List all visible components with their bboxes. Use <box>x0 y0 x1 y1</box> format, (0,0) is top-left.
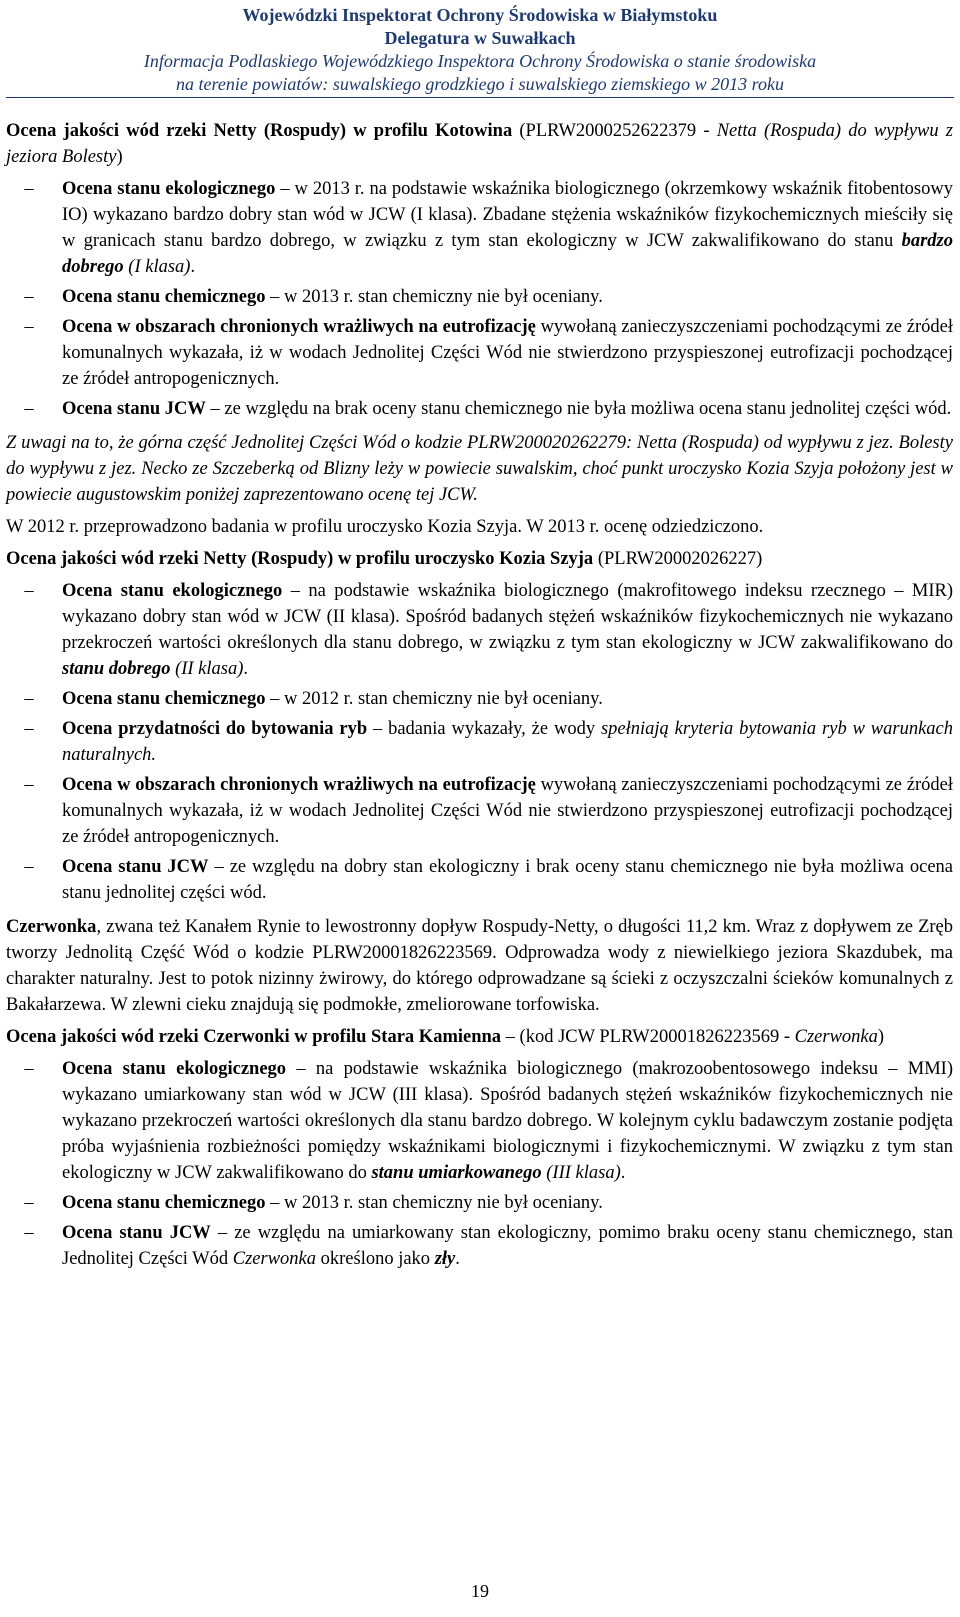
main-content <box>6 114 953 1280</box>
list-item <box>6 772 953 850</box>
dash-bullet: – <box>24 287 34 307</box>
item-emphasis: stanu dobrego <box>62 659 171 679</box>
section-title-italic: Netta (Rospuda) do wypływu z jeziora Bolesty <box>6 121 954 167</box>
item-italic: (I klasa) <box>123 257 191 277</box>
item-end: . <box>190 257 196 277</box>
list-item <box>6 1056 953 1186</box>
item-italic: Czerwonka <box>232 1249 316 1269</box>
list-item <box>6 284 953 310</box>
header-delegation: Delegatura w Suwałkach <box>384 28 576 48</box>
item-heading: Ocena stanu ekologicznego <box>62 179 276 199</box>
item-heading: Ocena w obszarach chronionych wrażliwych na eutrofizację <box>62 317 536 337</box>
item-heading: Ocena stanu chemicznego <box>62 1193 266 1213</box>
dash-bullet: – <box>24 689 34 709</box>
list-item <box>6 314 953 392</box>
header-report-title: Informacja Podlaskiego Wojewódzkiego Inspektora Ochrony Środowiska o stanie środowiska <box>143 51 817 71</box>
item-text: – w 2013 r. stan chemiczny nie był oceniany. <box>265 287 603 307</box>
dash-bullet: – <box>24 1059 34 1079</box>
section-title-italic: Czerwonka <box>794 1027 878 1047</box>
item-emphasis: zły <box>434 1249 456 1269</box>
section-title-bold: Ocena jakości wód rzeki Netty (Rospudy) w profilu Kotowina <box>6 121 513 141</box>
river-description-text: , zwana też Kanałem Rynie to lewostronny dopływ Rospudy-Netty, o długości 11,2 km. Wraz z dopływem ze Zręb tworzy Jednolitą Część Wód o kodzie PLRW20001826223569. Odprowadza wody z niewielkiego jeziora Skazdubek, ma charakter naturalny. Jest to potok nizinny żwirowy, do którego odprowadzane są ścieki z oczyszczalni ścieków komunalnych z Bakałarzewa. W zlewni cieku znajdują się podmokłe, zmeliorowane torfowiska. <box>6 917 953 1015</box>
list-item <box>6 1190 953 1216</box>
section-title-bold: Ocena jakości wód rzeki Czerwonki w profilu Stara Kamienna <box>6 1027 502 1047</box>
item-text: – w 2013 r. na podstawie wskaźnika biologicznego (okrzemkowy wskaźnik fitobentosowy IO) wykazano bardzo dobry stan wód w JCW (I klasa). Zbadane stężenia wskaźników fizykochemicznych mieściły się w granicach stanu bardzo dobrego, w związku z tym stan ekologiczny w JCW zakwalifikowano do stanu <box>62 179 953 251</box>
item-heading: Ocena stanu chemicznego <box>62 689 266 709</box>
list-item <box>6 854 953 906</box>
item-text: – w 2012 r. stan chemiczny nie był oceniany. <box>265 689 603 709</box>
section-title-code: – (kod JCW PLRW20001826223569 - <box>501 1027 795 1047</box>
dash-bullet: – <box>24 775 34 795</box>
section-title-bold: Ocena jakości wód rzeki Netty (Rospudy) w profilu uroczysko Kozia Szyja <box>6 549 594 569</box>
assessment-list-czerwonka <box>6 1056 953 1272</box>
page-number: 19 <box>471 1581 489 1601</box>
list-item <box>6 686 953 712</box>
dash-bullet: – <box>24 719 34 739</box>
assessment-list-kozia-szyja <box>6 578 953 906</box>
item-text: – badania wykazały, że wody <box>367 719 601 739</box>
item-italic: (III klasa) <box>541 1163 621 1183</box>
item-heading: Ocena stanu ekologicznego <box>62 1059 287 1079</box>
list-item <box>6 716 953 768</box>
item-text: – ze względu na dobry stan ekologiczny i brak oceny stanu chemicznego nie była możliwa ocena stanu jednolitej części wód. <box>62 857 953 903</box>
section-title-end: ) <box>116 147 123 167</box>
item-heading: Ocena stanu JCW <box>62 1223 211 1243</box>
section-title-end: ) <box>877 1027 885 1047</box>
header-report-subtitle: na terenie powiatów: suwalskiego grodzkiego i suwalskiego ziemskiego w 2013 roku <box>176 74 784 94</box>
list-item <box>6 1220 953 1272</box>
item-end: . <box>455 1249 460 1269</box>
dash-bullet: – <box>24 317 34 337</box>
item-text: – ze względu na umiarkowany stan ekologiczny, pomimo braku oceny stanu chemicznego, stan Jednolitej Części Wód <box>62 1223 953 1269</box>
note-kozia-szyja: Z uwagi na to, że górna część Jednolitej Części Wód o kodzie PLRW200020262279: Netta (Rospuda) od wypływu z jez. Bolesty do wypływu z jez. Necko ze Szczeberką od Blizny leży w powiecie suwalskim, choć punkt uroczysko Kozia Szyja położony jest w powiecie augustowskim poniżej zaprezentowano ocenę tej JCW. <box>6 433 953 505</box>
item-heading: Ocena stanu JCW <box>62 857 209 877</box>
item-text: wywołaną zanieczyszczeniami pochodzącymi ze źródeł komunalnych wykazała, iż w wodach Jednolitej Części Wód nie stwierdzono przyspieszonej eutrofizacji pochodzącej ze źródeł antropogenicznych. <box>62 317 953 389</box>
dash-bullet: – <box>24 179 34 199</box>
item-heading: Ocena stanu chemicznego <box>62 287 266 307</box>
page-header <box>0 4 960 96</box>
item-text: – na podstawie wskaźnika biologicznego (makrofitowego indeksu rzecznego – MIR) wykazano dobry stan wód w JCW (II klasa). Spośród badanych stężeń wskaźników fizykochemicznych nie wykazano przekroczeń wartości określonych dla stanu dobrego, w związku z tym stan ekologiczny w JCW zakwalifikowano do <box>62 581 953 653</box>
section-title-code: (PLRW2000252622379 - <box>512 121 717 141</box>
list-item <box>6 578 953 682</box>
assessment-list-kotowina <box>6 176 953 422</box>
item-text: – w 2013 r. stan chemiczny nie był oceniany. <box>265 1193 603 1213</box>
list-item <box>6 176 953 280</box>
item-end: . <box>243 659 249 679</box>
item-emphasis: bardzo dobrego <box>62 231 953 277</box>
header-divider <box>6 97 954 98</box>
dash-bullet: – <box>24 1193 34 1213</box>
dash-bullet: – <box>24 1223 34 1243</box>
section-title-netta-kotowina <box>6 118 953 170</box>
item-text: – na podstawie wskaźnika biologicznego (makrozoobentosowego indeksu – MMI) wykazano umiarkowany stan wód w JCW (III klasa). Spośród badanych stężeń wskaźników fizykochemicznych nie wykazano przekroczeń wartości określonych dla stanu bardzo dobrego. W kolejnym cyklu badawczym zostanie podjęta próba wyjaśnienia rozbieżności pomiędzy wskaźnikami biologicznymi i fizykochemicznymi. W związku z tym stan ekologiczny w JCW zakwalifikowano do <box>62 1059 953 1183</box>
list-item <box>6 396 953 422</box>
dash-bullet: – <box>24 399 34 419</box>
river-name: Czerwonka <box>6 917 97 937</box>
item-heading: Ocena stanu ekologicznego <box>62 581 283 601</box>
item-end: . <box>620 1163 626 1183</box>
section-title-code: (PLRW20002026227) <box>593 549 763 569</box>
dash-bullet: – <box>24 857 34 877</box>
item-emphasis: stanu umiarkowanego <box>371 1163 542 1183</box>
item-heading: Ocena przydatności do bytowania ryb <box>62 719 368 739</box>
note-inheritance: W 2012 r. przeprowadzono badania w profilu uroczysko Kozia Szyja. W 2013 r. ocenę odziedziczono. <box>6 517 764 537</box>
dash-bullet: – <box>24 581 34 601</box>
item-text-continued: określono jako <box>316 1249 435 1269</box>
section-title-czerwonka <box>6 1024 953 1050</box>
item-heading: Ocena w obszarach chronionych wrażliwych na eutrofizację <box>62 775 536 795</box>
item-heading: Ocena stanu JCW <box>62 399 206 419</box>
item-italic: spełniają kryteria bytowania ryb w warunkach naturalnych. <box>62 719 953 765</box>
item-text: – ze względu na brak oceny stanu chemicznego nie była możliwa ocena stanu jednolitej części wód. <box>205 399 952 419</box>
czerwonka-description <box>6 914 953 1018</box>
header-institution: Wojewódzki Inspektorat Ochrony Środowiska w Białymstoku <box>242 5 718 25</box>
item-text: wywołaną zanieczyszczeniami pochodzącymi ze źródeł komunalnych wykazała, iż w wodach Jednolitej Części Wód nie stwierdzono przyspieszonej eutrofizacji pochodzącej ze źródeł antropogenicznych. <box>62 775 953 847</box>
section-title-netta-kozia-szyja <box>6 546 953 572</box>
item-italic: (II klasa) <box>170 659 244 679</box>
